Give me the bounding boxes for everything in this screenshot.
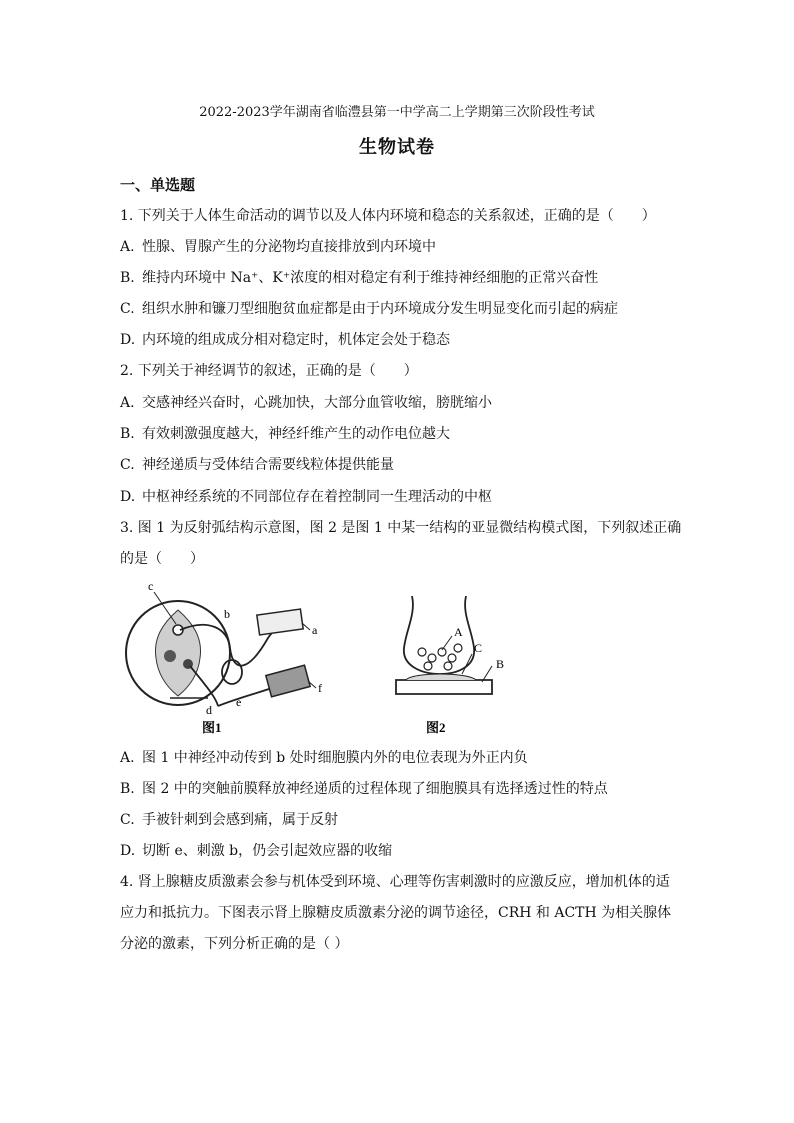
question-2-option-b[interactable]: B. 有效刺激强度越大，神经纤维产生的动作电位越大 — [120, 426, 450, 442]
question-4-stem-line-1: 4. 肾上腺糖皮质激素会参与机体受到环境、心理等伤害刺激时的应激反应，增加机体的适 — [120, 874, 670, 890]
neuron-body-interneuron — [164, 650, 176, 662]
question-4-stem-line-2: 应力和抵抗力。下图表示肾上腺糖皮质激素分泌的调节途径，CRH 和 ACTH 为相关腺体 — [120, 905, 672, 921]
question-2-option-d[interactable]: D. 中枢神经系统的不同部位存在着控制同一生理活动的中枢 — [120, 489, 492, 505]
label-C: C — [474, 641, 483, 655]
label-A: A — [454, 625, 463, 639]
question-2-option-c[interactable]: C. 神经递质与受体结合需要线粒体提供能量 — [120, 457, 394, 473]
postsynaptic-membrane-b — [396, 680, 492, 694]
label-b: b — [224, 607, 230, 621]
figure-2-synapse — [392, 596, 522, 738]
vesicle — [418, 648, 426, 656]
question-3-option-d[interactable]: D. 切断 e、刺激 b，仍会引起效应器的收缩 — [120, 843, 393, 859]
question-1-option-c[interactable]: C. 组织水肿和镰刀型细胞贫血症都是由于内环境成分发生明显变化而引起的病症 — [120, 301, 618, 317]
gray-matter — [155, 610, 200, 696]
exam-title: 2022-2023学年湖南省临澧县第一中学高二上学期第三次阶段性考试 — [199, 105, 595, 120]
question-2-stem: 2. 下列关于神经调节的叙述，正确的是（ ） — [120, 363, 418, 379]
leader-line-c — [154, 592, 176, 624]
leader-line-C — [462, 654, 472, 674]
vesicle — [424, 662, 432, 670]
question-3-stem-line-1: 3. 图 1 为反射弧结构示意图，图 2 是图 1 中某一结构的亚显微结构模式图，下列叙述正确 — [120, 520, 682, 536]
receptor-a — [257, 609, 303, 635]
vesicle — [444, 662, 452, 670]
figure-2-caption: 图2 — [426, 720, 446, 735]
label-f: f — [318, 681, 322, 695]
question-3-option-a[interactable]: A. 图 1 中神经冲动传到 b 处时细胞膜内外的电位表现为外正内负 — [120, 750, 528, 766]
question-1-stem: 1. 下列关于人体生命活动的调节以及人体内环境和稳态的关系叙述，正确的是（ ） — [120, 208, 656, 224]
subject-title: 生物试卷 — [359, 137, 435, 158]
question-3-option-b[interactable]: B. 图 2 中的突触前膜释放神经递质的过程体现了细胞膜具有选择透过性的特点 — [120, 781, 608, 797]
synaptic-vesicles — [418, 644, 462, 670]
question-3-option-c[interactable]: C. 手被针刺到会感到痛，属于反射 — [120, 812, 338, 828]
label-a: a — [312, 623, 318, 637]
figure-1-caption: 图1 — [202, 720, 222, 735]
vesicle — [454, 644, 462, 652]
label-d: d — [206, 703, 212, 717]
question-1-option-d[interactable]: D. 内环境的组成成分相对稳定时，机体定会处于稳态 — [120, 332, 450, 348]
effector-f — [266, 665, 310, 697]
question-1-option-a[interactable]: A. 性腺、胃腺产生的分泌物均直接排放到内环境中 — [120, 239, 436, 255]
section-heading: 一、单选题 — [120, 176, 196, 194]
vesicle — [428, 654, 436, 662]
label-c: c — [148, 579, 154, 593]
leader-line-A — [442, 636, 452, 650]
synaptic-cleft-c — [406, 674, 476, 680]
question-3-stem-line-2: 的是（ ） — [120, 551, 204, 567]
figure-1-reflex-arc — [118, 578, 348, 738]
vesicle — [448, 654, 456, 662]
dorsal-root-ganglion — [222, 660, 242, 684]
label-e: e — [236, 695, 242, 709]
presynaptic-terminal — [404, 596, 474, 674]
label-B: B — [496, 657, 505, 671]
question-4-stem-line-3: 分泌的激素，下列分析正确的是（ ） — [120, 936, 349, 952]
question-1-option-b[interactable]: B. 维持内环境中 Na⁺、K⁺浓度的相对稳定有利于维持神经细胞的正常兴奋性 — [120, 270, 599, 286]
question-2-option-a[interactable]: A. 交感神经兴奋时，心跳加快，大部分血管收缩，膀胱缩小 — [120, 395, 492, 411]
